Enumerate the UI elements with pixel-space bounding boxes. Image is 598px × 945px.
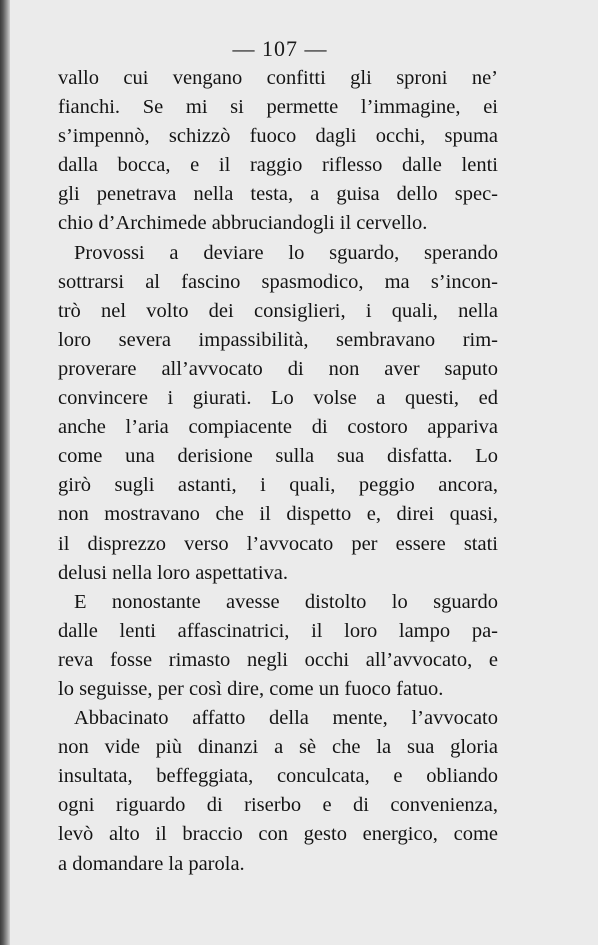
text-line: gli penetrava nella testa, a guisa dello spec-: [58, 183, 498, 206]
page-binding-edge: [0, 0, 10, 945]
body-text: [58, 64, 498, 879]
text-line: girò sugli astanti, i quali, peggio ancora,: [58, 474, 498, 497]
text-line: E nonostante avesse distolto lo sguardo: [74, 590, 498, 613]
page-number: — 107 —: [232, 36, 328, 61]
text-line: fianchi. Se mi si permette l’immagine, ei: [58, 96, 498, 119]
text-line: non mostravano che il dispetto e, direi quasi,: [58, 503, 498, 526]
text-line: proverare all’avvocato di non aver saputo: [58, 357, 498, 380]
text-line: come una derisione sulla sua disfatta. Lo: [58, 445, 498, 468]
text-line: lo seguisse, per così dire, come un fuoco fatuo.: [58, 677, 444, 700]
text-line: Abbacinato affatto della mente, l’avvocato: [74, 707, 498, 730]
text-line: delusi nella loro aspettativa.: [58, 561, 288, 584]
text-line: chio d’Archimede abbruciandogli il cervello.: [58, 212, 428, 235]
text-line: non vide più dinanzi a sè che la sua gloria: [58, 736, 498, 759]
text-line: levò alto il braccio con gesto energico, come: [58, 823, 498, 846]
text-line: ogni riguardo di riserbo e di convenienza,: [58, 794, 498, 817]
text-line: Provossi a deviare lo sguardo, sperando: [74, 241, 498, 264]
text-line: anche l’aria compiacente di costoro appariva: [58, 416, 498, 439]
text-line: vallo cui vengano confitti gli sproni ne’: [58, 67, 498, 89]
text-line: loro severa impassibilità, sembravano rim-: [58, 328, 498, 351]
text-line: il disprezzo verso l’avvocato per essere stati: [58, 532, 498, 555]
text-line: a domandare la parola.: [58, 852, 245, 875]
text-line: reva fosse rimasto negli occhi all’avvocato, e: [58, 648, 498, 671]
text-line: dalle lenti affascinatrici, il loro lampo pa-: [58, 619, 498, 642]
text-line: convincere i giurati. Lo volse a questi, ed: [58, 387, 498, 410]
text-line: sottrarsi al fascino spasmodico, ma s’incon-: [58, 270, 498, 293]
text-line: dalla bocca, e il raggio riflesso dalle lenti: [58, 154, 498, 177]
text-line: trò nel volto dei consiglieri, i quali, nella: [58, 299, 498, 322]
text-line: insultata, beffeggiata, conculcata, e obliando: [58, 765, 498, 788]
text-line: s’impennò, schizzò fuoco dagli occhi, spuma: [58, 125, 498, 148]
